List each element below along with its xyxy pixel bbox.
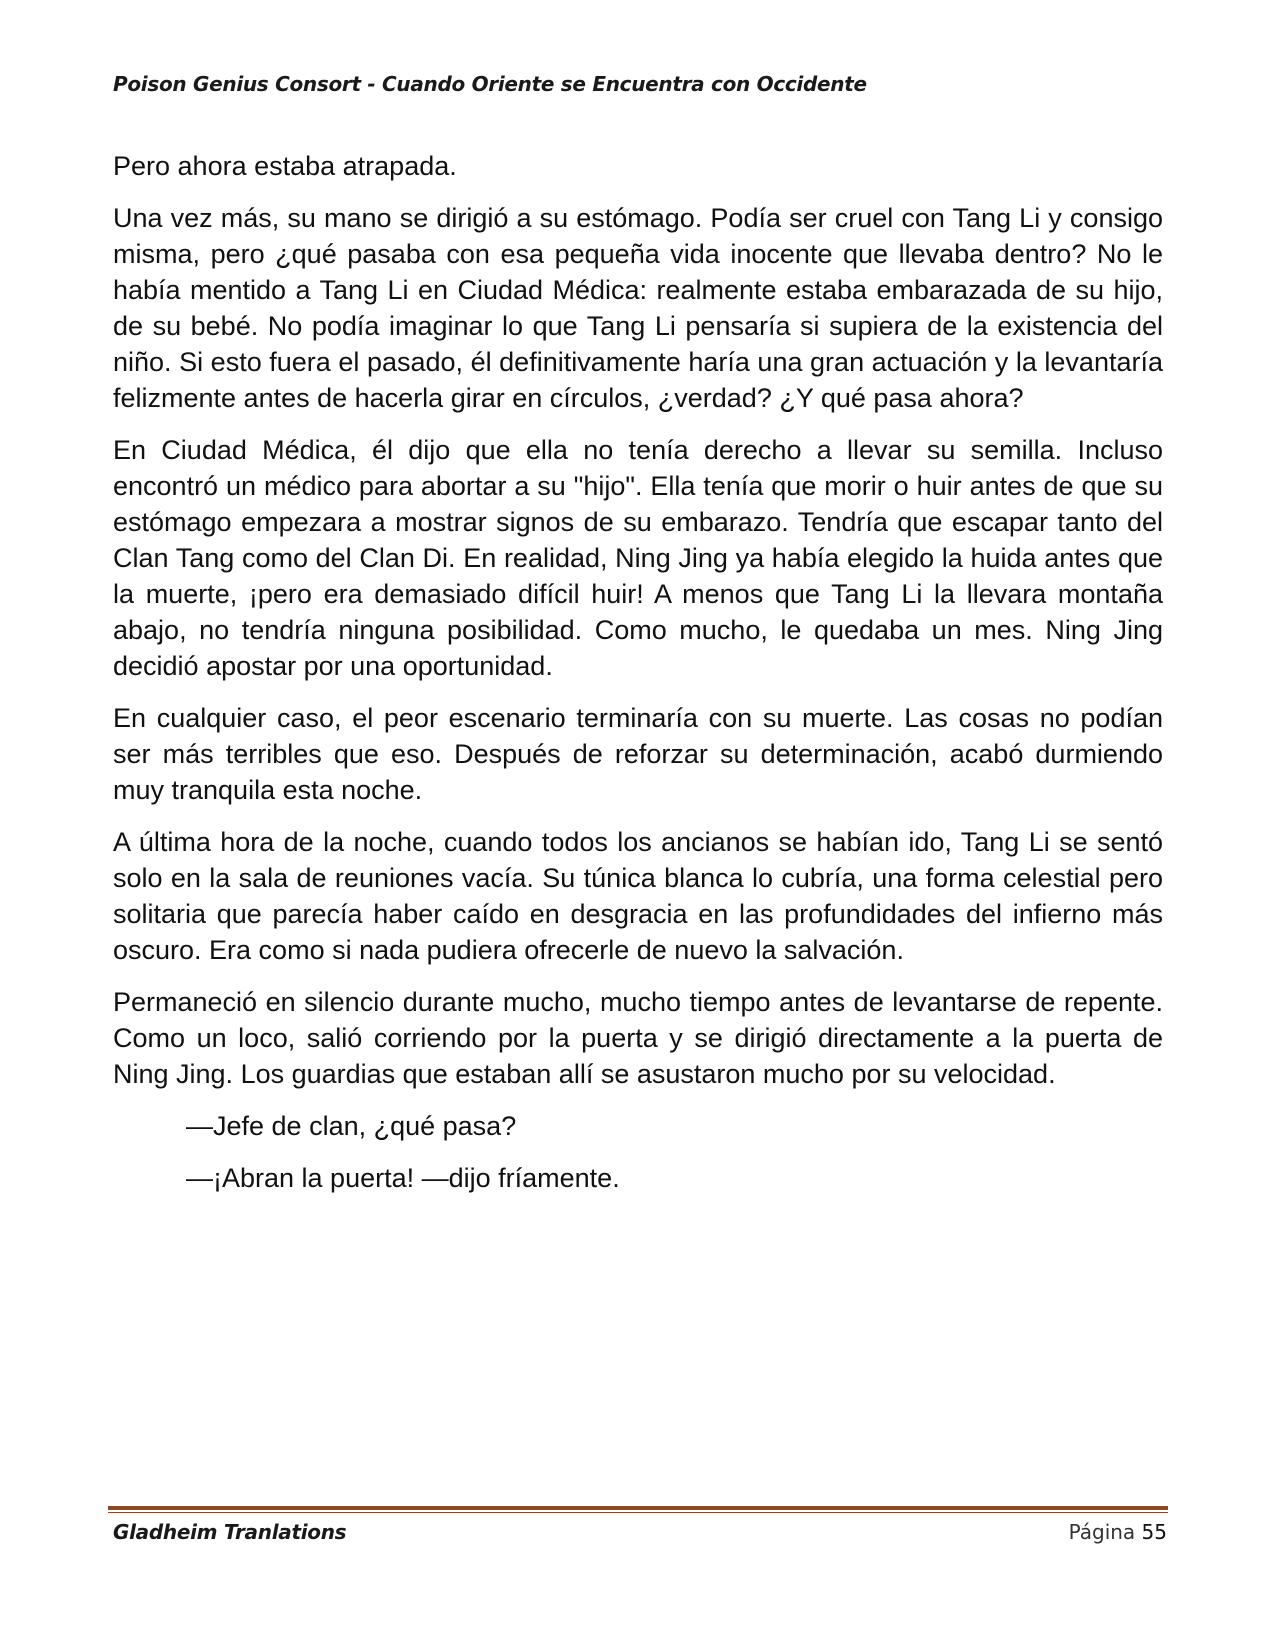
paragraph: A última hora de la noche, cuando todos los ancianos se habían ido, Tang Li se sentó solo en la sala de reuniones vacía. Su túnica blanca lo cubría, una forma celestial pero solitaria que parecía haber caído en desgracia en las profundidades del infierno más oscuro. Era como si nada pudiera ofrecerle de nuevo la salvación. <box>113 827 1163 965</box>
page-header-title: Poison Genius Consort - Cuando Oriente se Encuentra con Occidente <box>113 72 867 96</box>
dialogue-line: —¡Abran la puerta! —dijo fríamente. <box>186 1163 620 1193</box>
footer-page-indicator <box>1069 1520 1167 1544</box>
footer-publisher: Gladheim Tranlations <box>113 1520 347 1544</box>
page-label: Página <box>1068 1520 1136 1544</box>
paragraph: Permaneció en silencio durante mucho, mucho tiempo antes de levantarse de repente. Como un loco, salió corriendo por la puerta y se dirigió directamente a la puerta de Ning Jing. Los guardias que estaban allí se asustaron mucho por su velocidad. <box>113 987 1163 1089</box>
dialogue-line: —Jefe de clan, ¿qué pasa? <box>186 1111 517 1141</box>
page-body <box>113 148 1163 1212</box>
page-number: 55 <box>1141 1520 1167 1544</box>
footer-rule-thin <box>108 1512 1168 1513</box>
footer-rule-thick <box>108 1506 1168 1510</box>
paragraph: En cualquier caso, el peor escenario terminaría con su muerte. Las cosas no podían ser más terribles que eso. Después de reforzar su determinación, acabó durmiendo muy tranquila esta noche. <box>113 703 1163 805</box>
paragraph: En Ciudad Médica, él dijo que ella no tenía derecho a llevar su semilla. Incluso encontró un médico para abortar a su "hijo". Ella tenía que morir o huir antes de que su estómago empezara a mostrar signos de su embarazo. Tendría que escapar tanto del Clan Tang como del Clan Di. En realidad, Ning Jing ya había elegido la huida antes que la muerte, ¡pero era demasiado difícil huir! A menos que Tang Li la llevara montaña abajo, no tendría ninguna posibilidad. Como mucho, le quedaba un mes. Ning Jing decidió apostar por una oportunidad. <box>113 435 1163 681</box>
paragraph: Pero ahora estaba atrapada. <box>113 151 457 181</box>
paragraph: Una vez más, su mano se dirigió a su estómago. Podía ser cruel con Tang Li y consigo misma, pero ¿qué pasaba con esa pequeña vida inocente que llevaba dentro? No le había mentido a Tang Li en Ciudad Médica: realmente estaba embarazada de su hijo, de su bebé. No podía imaginar lo que Tang Li pensaría si supiera de la existencia del niño. Si esto fuera el pasado, él definitivamente haría una gran actuación y la levantaría felizmente antes de hacerla girar en círculos, ¿verdad? ¿Y qué pasa ahora? <box>113 203 1163 413</box>
